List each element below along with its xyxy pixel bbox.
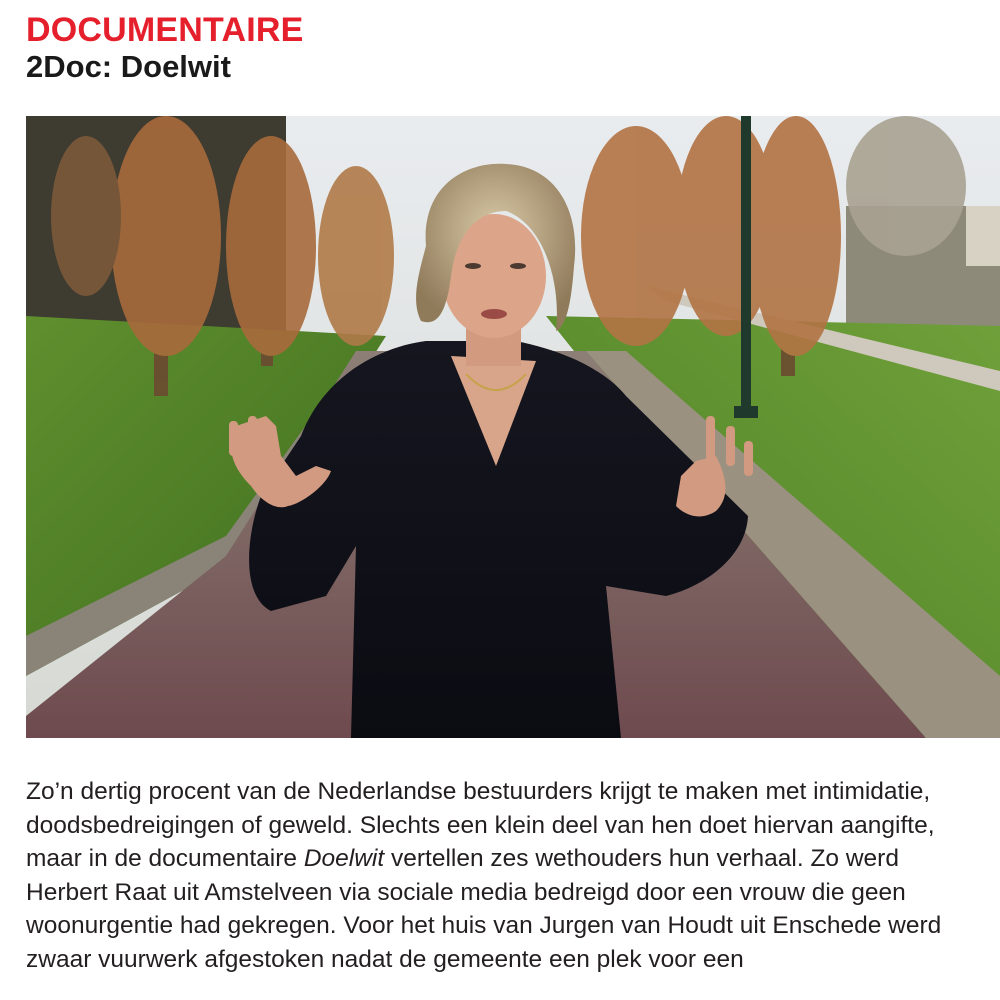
body-text-part-1: Zo’n dertig procent van de Nederlandse bestuurders krijgt te maken met intimidatie, doodsbedreigingen of geweld. Slechts een klein deel van hen doet hiervan aangifte, maar in de documentaire [26, 778, 935, 873]
body-text-part-2: vertellen zes wethouders hun verhaal. Zo werd Herbert Raat uit Amstelveen via sociale media bedreigd door een vrouw die geen woonurgentie had gekregen. Voor het huis van Jurgen van Houdt uit Enschede werd zwaar vuurwerk afgestoken nadat de gemeente een plek voor een [26, 845, 942, 973]
article-body [26, 775, 986, 977]
documentary-still-photo [26, 116, 1000, 738]
body-italic-title: Doelwit [303, 845, 385, 873]
article-title: 2Doc: Doelwit [26, 49, 231, 84]
section-label: DOCUMENTAIRE [26, 11, 304, 49]
